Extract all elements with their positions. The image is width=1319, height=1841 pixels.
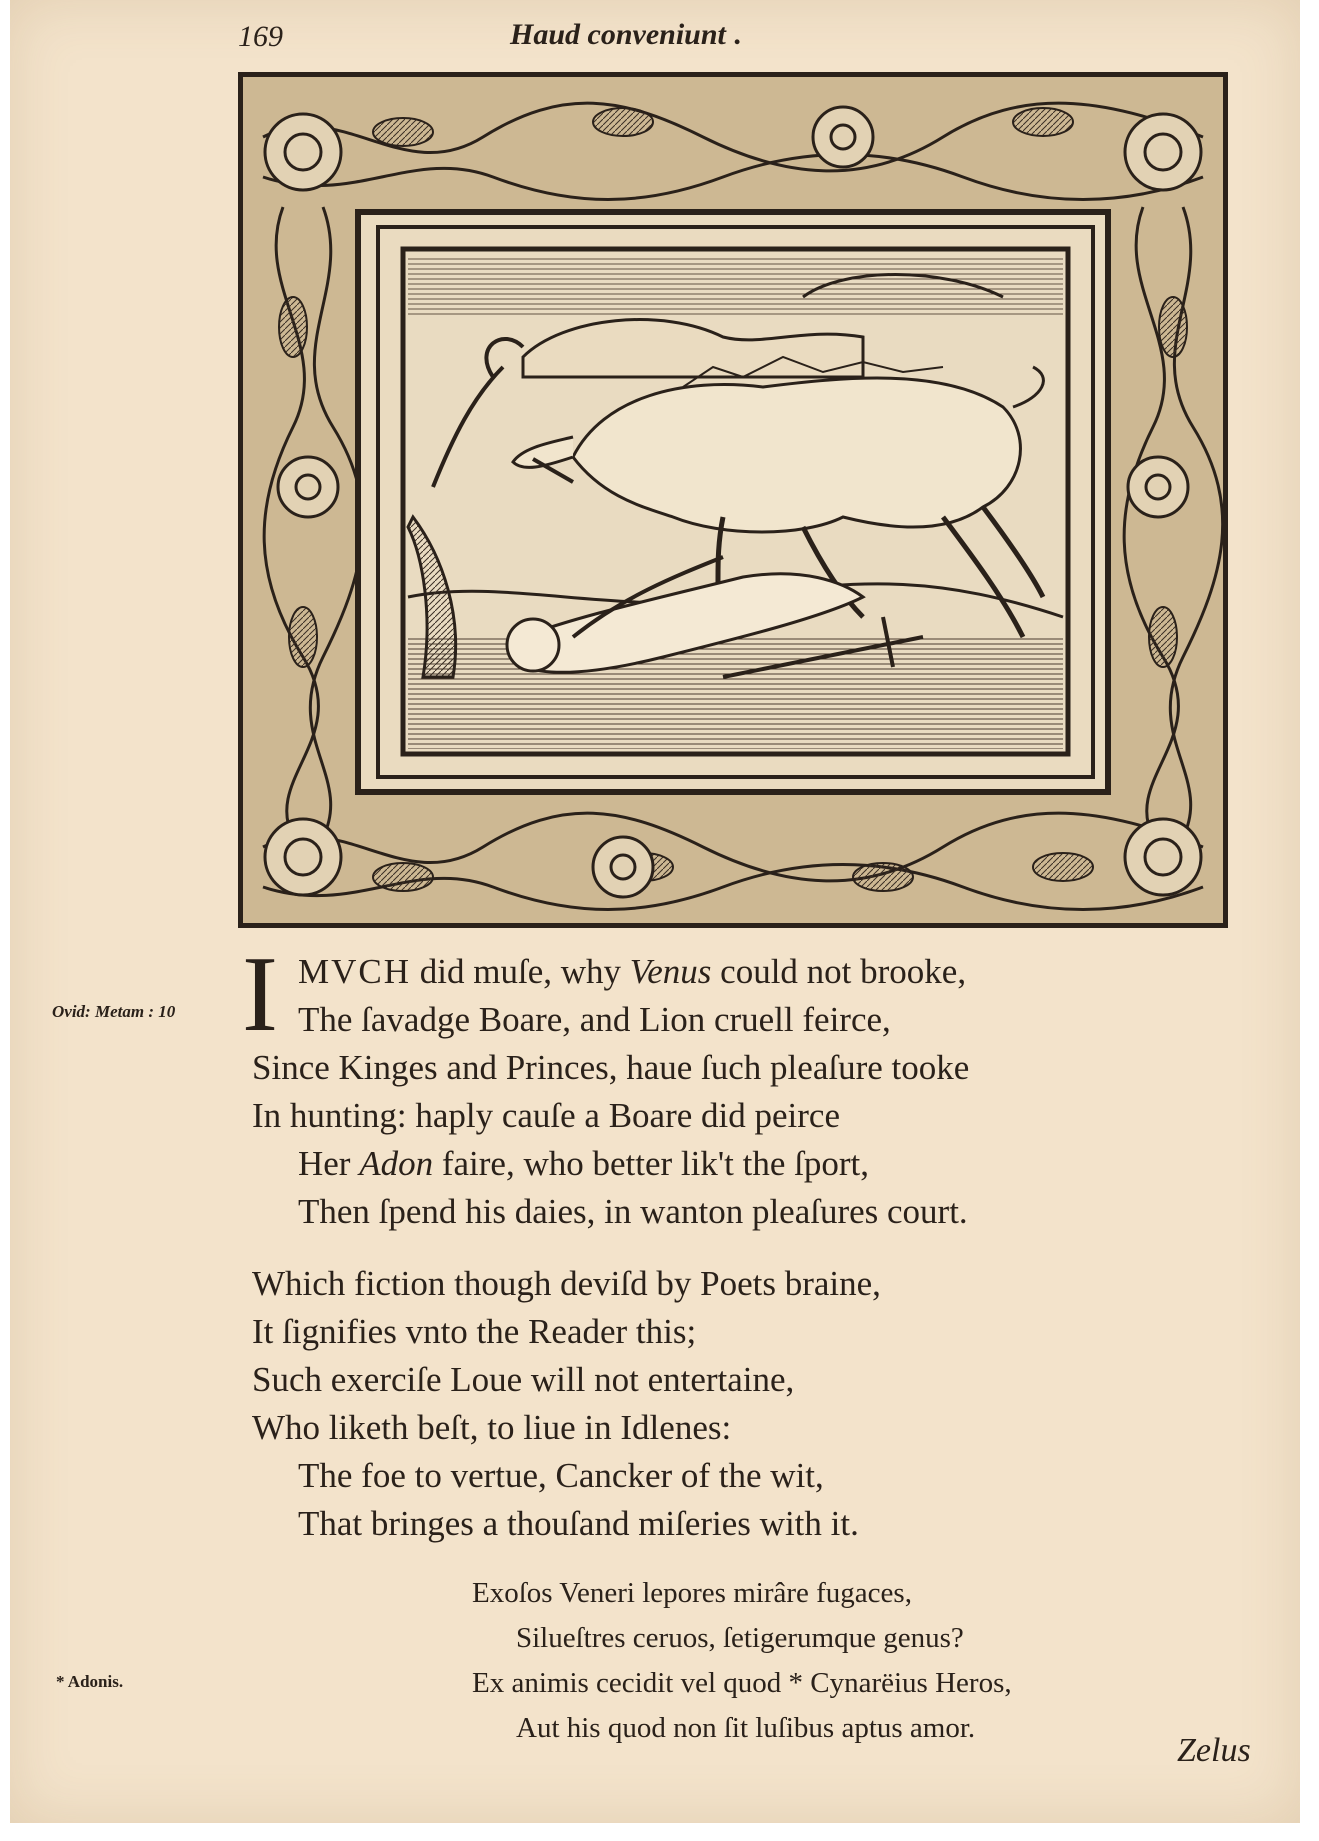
latin-line: Ex animis cecidit vel quod * Cynarëius Heros, (472, 1667, 1012, 1699)
page-title (510, 18, 741, 52)
boar-killing-adonis-woodcut-icon (243, 77, 1223, 923)
latin-line: Exoſos Veneri lepores mirâre fugaces, (472, 1577, 912, 1609)
latin-line: Silueſtres ceruos, ſetigerumque genus? (516, 1622, 964, 1654)
poem-line: The foe to vertue, Cancker of the wit, (298, 1456, 824, 1495)
book-page (10, 0, 1300, 1823)
poem-line: Who liketh beſt, to liue in Idlenes: (252, 1408, 732, 1447)
catchword: Zelus (1177, 1732, 1251, 1769)
margin-note-ovid: Ovid: Metam : 10 (52, 1002, 176, 1021)
page-title-dot: . (733, 18, 741, 51)
poem-line: The ſavadge Boare, and Lion cruell feirce, (298, 1000, 891, 1039)
poem-line: Her Adon faire, who better lik't the ſport, (298, 1144, 870, 1183)
poem-line: Which fiction though deviſd by Poets braine, (252, 1264, 881, 1303)
poem-line: In hunting: haply cauſe a Boare did peirce (252, 1096, 840, 1135)
drop-cap: I (242, 935, 278, 1054)
poem-line: It ſignifies vnto the Reader this; (252, 1312, 697, 1351)
woodcut-illustration (238, 72, 1228, 928)
poem-line: Such exerciſe Loue will not entertaine, (252, 1360, 795, 1399)
margin-note-adonis: * Adonis. (56, 1672, 124, 1691)
page-title-text: Haud conveniunt (510, 18, 726, 51)
page-number: 169 (238, 20, 283, 53)
latin-line: Aut his quod non ſit luſibus aptus amor. (516, 1712, 976, 1744)
poem-line: Then ſpend his daies, in wanton pleaſures court. (298, 1192, 968, 1231)
poem-line: Since Kinges and Princes, haue ſuch pleaſure tooke (252, 1048, 970, 1087)
poem-line: MVCH did muſe, why Venus could not brooke, (298, 952, 967, 991)
poem-line: That bringes a thouſand miſeries with it. (298, 1504, 859, 1543)
